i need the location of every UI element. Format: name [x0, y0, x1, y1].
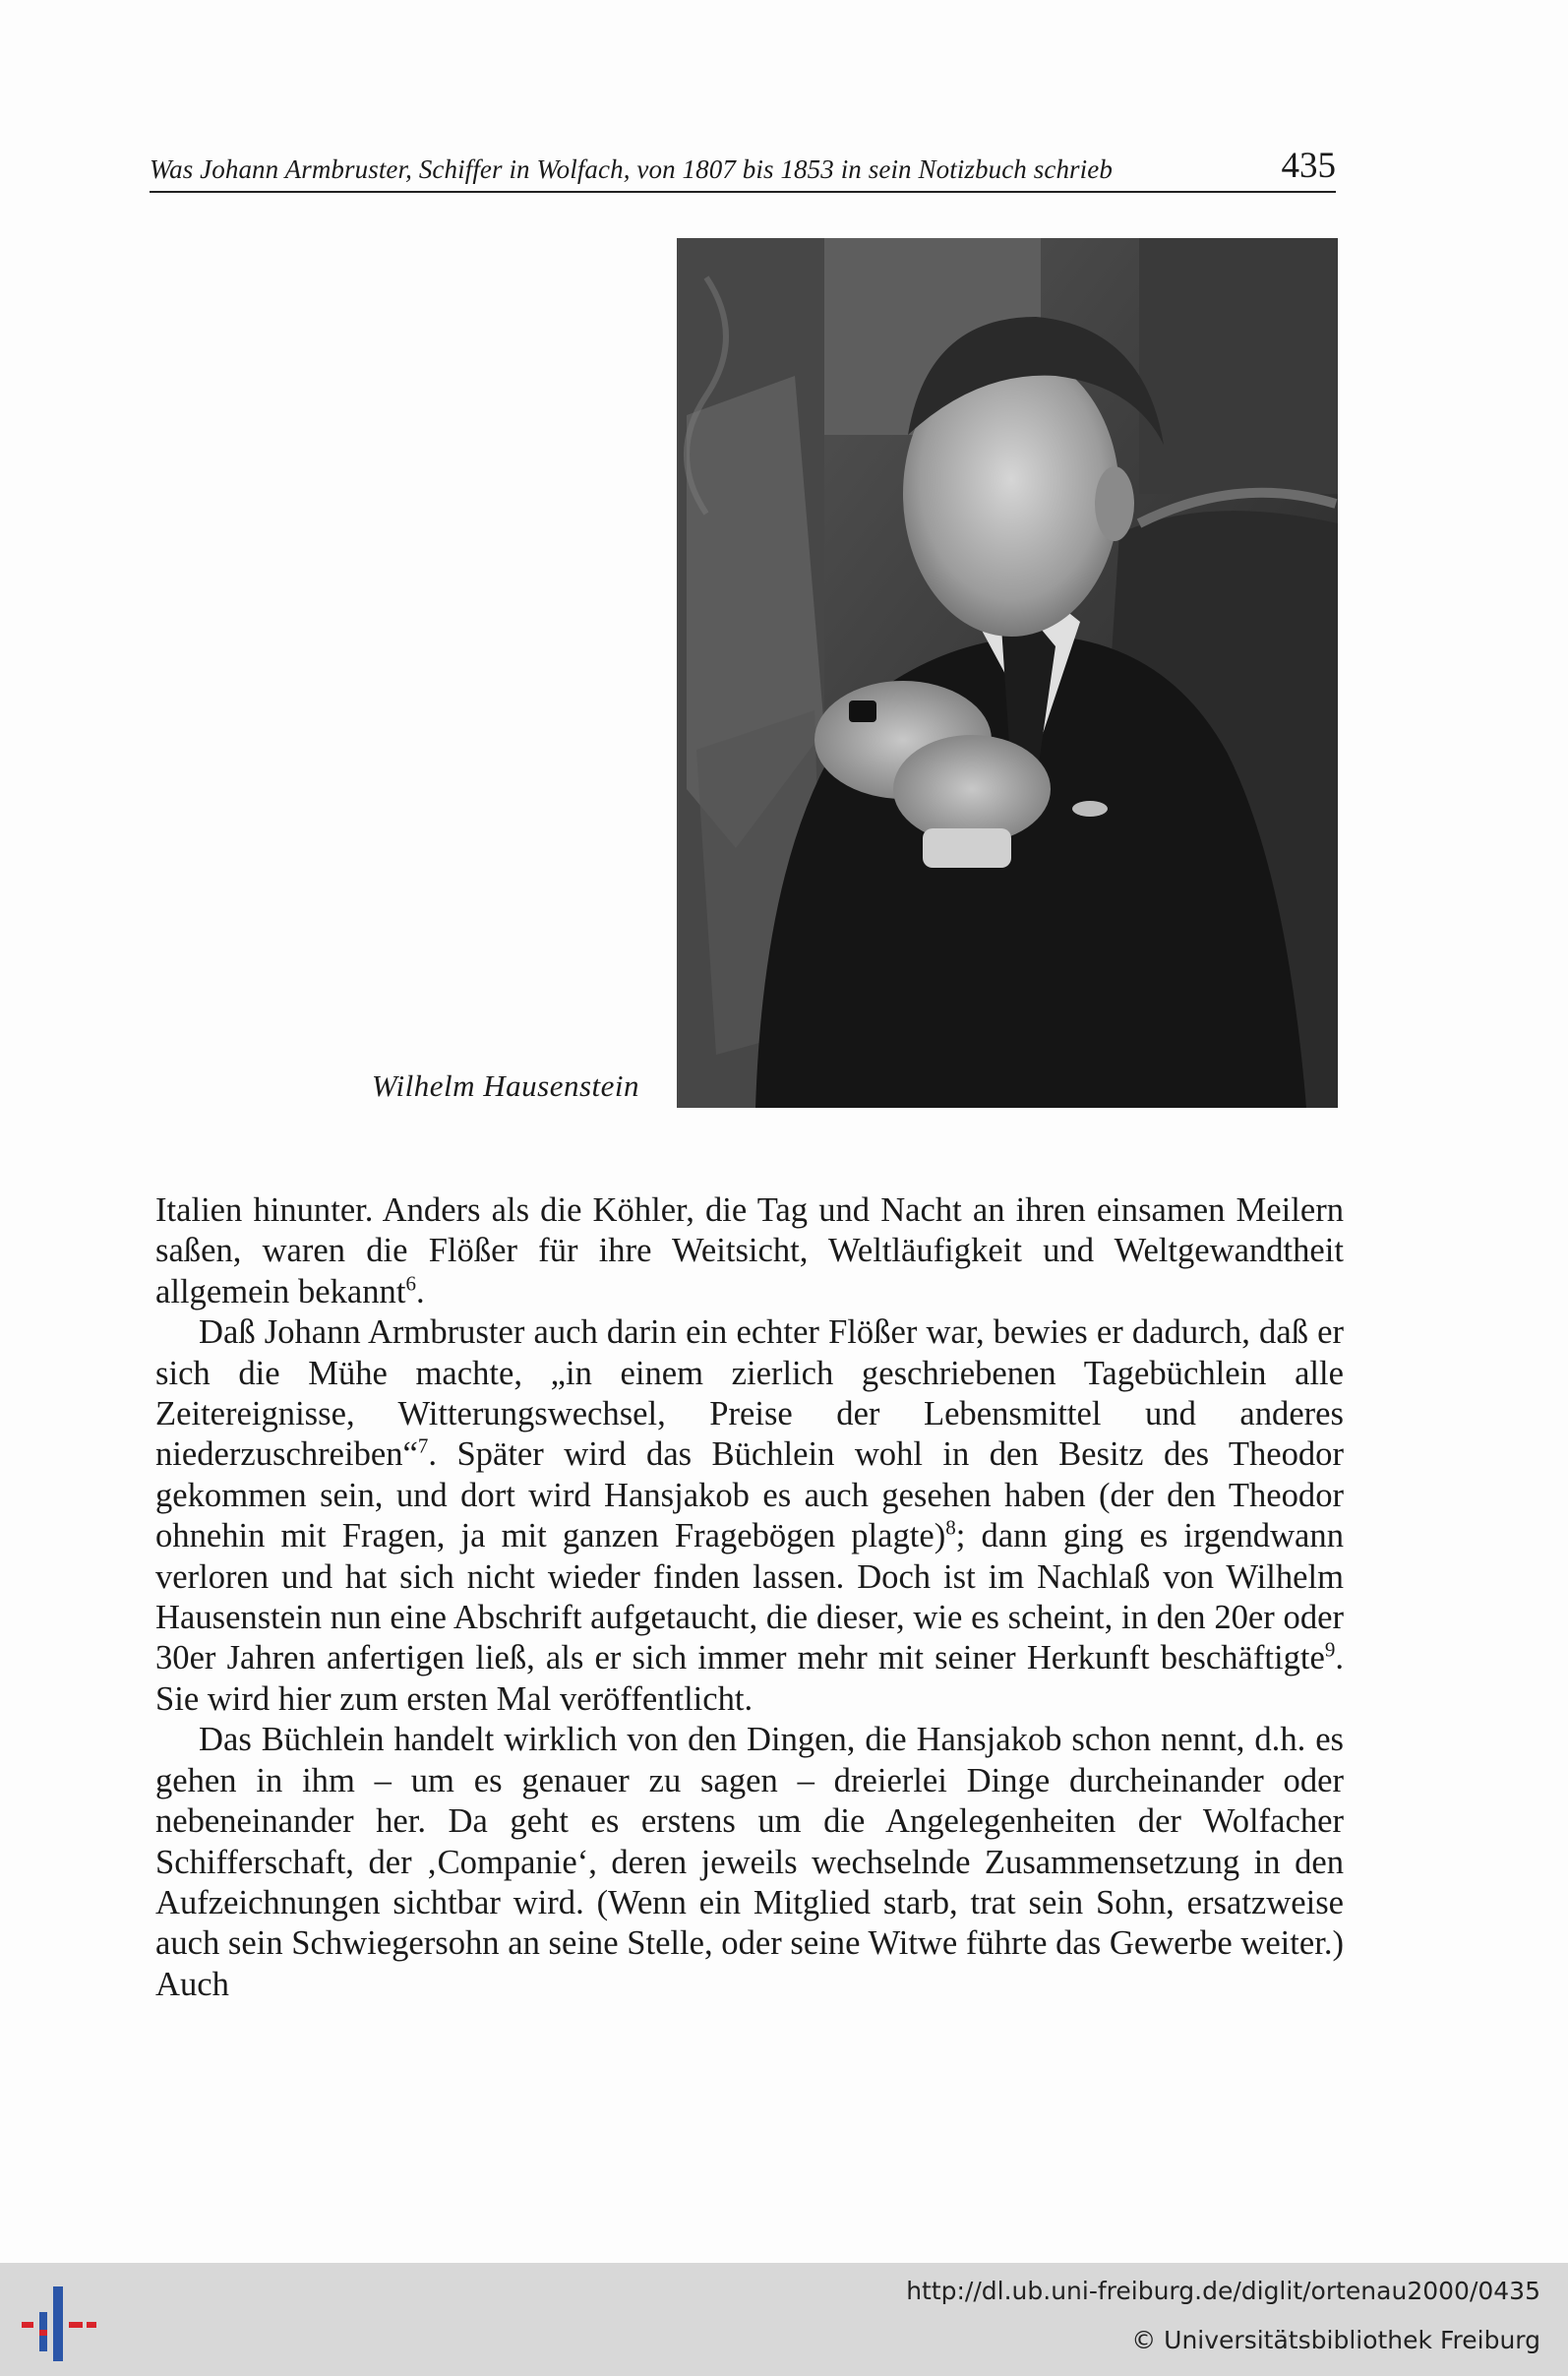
running-header: [150, 148, 1336, 193]
footnote-ref-6[interactable]: 6: [405, 1271, 416, 1296]
paragraph-2-part-4: . Sie wird hier zum ersten Mal veröffentlicht.: [155, 1639, 1344, 1718]
portrait-photo-icon: [677, 238, 1338, 1108]
footer-bar: [0, 2263, 1568, 2376]
paragraph-3: [155, 1720, 1344, 2005]
paragraph-1-text: Italien hinunter. Anders als die Köhler, die Tag und Nacht an ihren einsamen Meilern saßen, waren die Flößer für ihre Weitsicht, Weltläufigkeit und Weltgewandtheit allgemein bekannt: [155, 1191, 1344, 1310]
library-logo-icon[interactable]: [20, 2283, 98, 2365]
running-title: Was Johann Armbruster, Schiffer in Wolfach, von 1807 bis 1853 in sein Notizbuch schrieb: [150, 154, 1113, 184]
footnote-ref-8[interactable]: 8: [945, 1515, 956, 1540]
paragraph-2: [155, 1312, 1344, 1720]
figure-caption: Wilhelm Hausenstein: [371, 1068, 639, 1103]
footnote-ref-9[interactable]: 9: [1324, 1637, 1336, 1662]
paragraph-1-tail: .: [415, 1272, 425, 1310]
copyright-notice: © Universitätsbibliothek Freiburg: [1131, 2326, 1540, 2354]
paragraph-3-text: Das Büchlein handelt wirklich von den Dingen, die Hansjakob schon nennt, d.h. es gehen in ihm – um es genauer zu sagen – dreierlei Dinge durcheinander oder nebeneinander her. Da geht es erstens um die Angelegenheiten der Wolfacher Schifferschaft, der ‚Companie‘, deren jeweils wechselnde Zusammensetzung in den Aufzeichnungen sichtbar wird. (Wenn ein Mitglied starb, trat sein Sohn, ersatzweise auch sein Schwiegersohn an seine Stelle, oder seine Witwe führte das Gewerbe weiter.) Auch: [155, 1721, 1344, 2003]
portrait-photograph: [677, 238, 1338, 1108]
paragraph-2-part-1: Daß Johann Armbruster auch darin ein echter Flößer war, bewies er dadurch, daß er sich die Mühe machte, „in einem zierlich geschriebenen Tagebüchlein alle Zeitereignisse, Witterungswechsel, Preise der Lebensmittel und anderes niederzuschreiben“: [155, 1313, 1344, 1474]
paragraph-1: [155, 1190, 1344, 1312]
page-number: 435: [1281, 146, 1336, 186]
body-text: [155, 1190, 1344, 2005]
paragraph-2-part-3: ; dann ging es irgendwann verloren und hat sich nicht wieder finden lassen. Doch ist im Nachlaß von Wilhelm Hausenstein nun eine Abschrift aufgetaucht, die dieser, wie es scheint, in den 20er oder 30er Jahren anfertigen ließ, als er sich immer mehr mit seiner Herkunft beschäftigte: [155, 1517, 1344, 1677]
paragraph-2-part-2: . Später wird das Büchlein wohl in den Besitz des Theodor gekommen sein, und dort wird Hansjakob es auch gesehen haben (der den Theodor ohnehin mit Fragen, ja mit ganzen Fragebögen plagte): [155, 1435, 1344, 1555]
footnote-ref-7[interactable]: 7: [417, 1433, 429, 1458]
source-url-link[interactable]: http://dl.ub.uni-freiburg.de/diglit/ortenau2000/0435: [906, 2277, 1540, 2305]
